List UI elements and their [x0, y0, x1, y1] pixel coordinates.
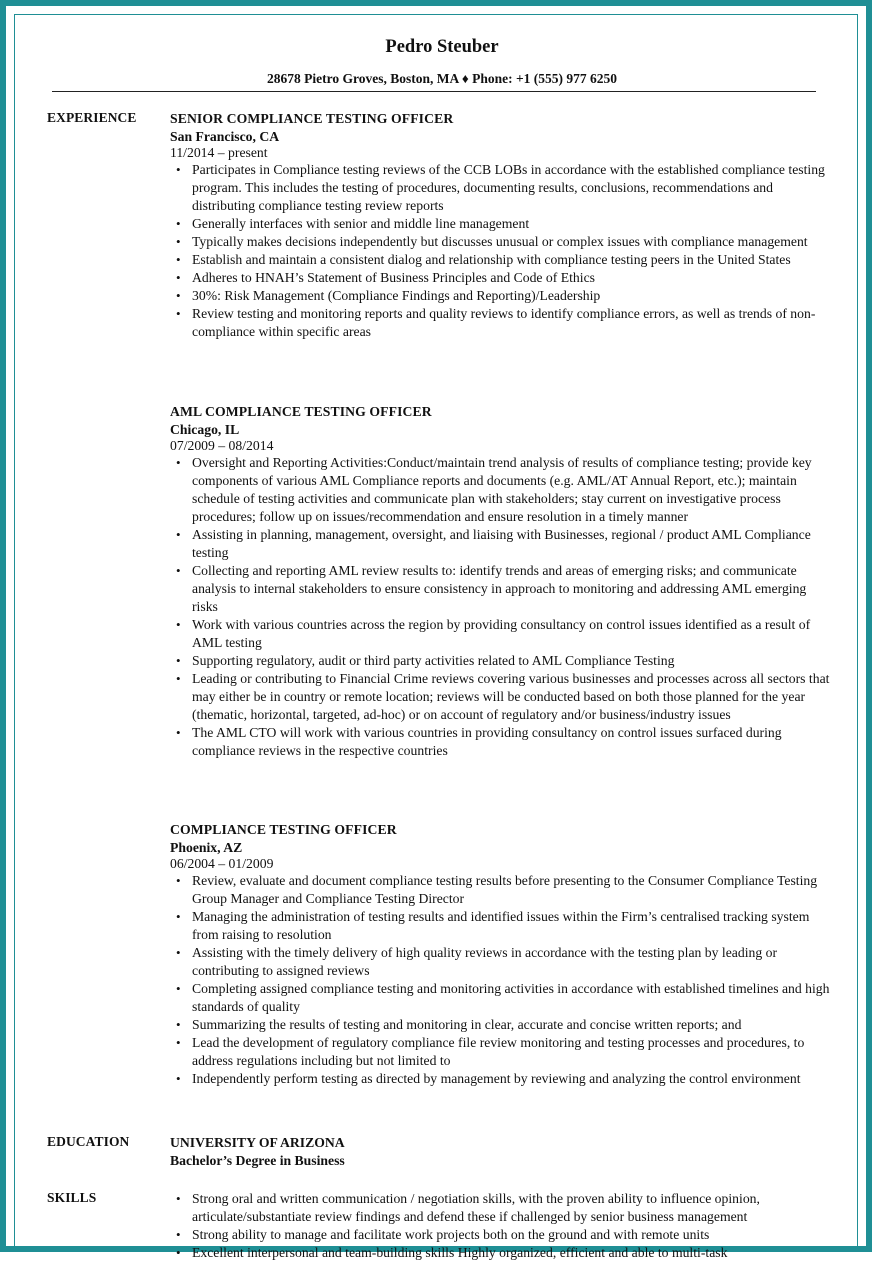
list-item: • Oversight and Reporting Activities:Conduct/maintain trend analysis of results of compliance testing; provide key components of various AML Compliance reports and documents (e.g. AML/AT Annual Report, etc.); maintain schedule of testing activities and communicate plan with stakeholders; stay current on investigative process procedures; follow up on issues/recommendation and ensure resolution in a timely manner	[170, 454, 832, 526]
list-item: • Establish and maintain a consistent dialog and relationship with compliance testing peers in the United States	[170, 251, 832, 269]
job-bullets	[170, 454, 830, 760]
list-item: • 30%: Risk Management (Compliance Findings and Reporting)/Leadership	[170, 287, 832, 305]
candidate-name: Pedro Steuber	[385, 37, 499, 57]
job-bullets	[170, 161, 830, 341]
job-location: San Francisco, CA	[170, 129, 280, 144]
job-dates: 11/2014 – present	[170, 145, 268, 160]
list-item: • Excellent interpersonal and team-building skills Highly organized, efficient and able to multi-task	[170, 1244, 832, 1262]
list-item: • Independently perform testing as directed by management by reviewing and analyzing the control environment	[170, 1070, 832, 1088]
section-label-experience: EXPERIENCE	[47, 110, 137, 125]
job-title: COMPLIANCE TESTING OFFICER	[170, 822, 397, 837]
job-entry	[170, 821, 830, 1088]
job-dates: 07/2009 – 08/2014	[170, 438, 274, 453]
job-title: AML COMPLIANCE TESTING OFFICER	[170, 404, 432, 419]
list-item: • Lead the development of regulatory compliance file review monitoring and testing processes and procedures, to address regulations including but not limited to	[170, 1034, 832, 1070]
list-item: • Work with various countries across the region by providing consultancy on control issues identified as a result of AML testing	[170, 616, 832, 652]
job-title: SENIOR COMPLIANCE TESTING OFFICER	[170, 111, 454, 126]
section-label-education: EDUCATION	[47, 1134, 130, 1149]
list-item: • Assisting in planning, management, oversight, and liaising with Businesses, regional / product AML Compliance testing	[170, 526, 832, 562]
job-dates: 06/2004 – 01/2009	[170, 856, 274, 871]
job-location: Chicago, IL	[170, 422, 240, 437]
list-item: • Assisting with the timely delivery of high quality reviews in accordance with the testing plan by leading or contributing to assigned reviews	[170, 944, 832, 980]
list-item: • Adheres to HNAH’s Statement of Business Principles and Code of Ethics	[170, 269, 832, 287]
degree-name: Bachelor’s Degree in Business	[170, 1153, 345, 1168]
job-bullets	[170, 872, 830, 1088]
list-item: • Strong oral and written communication / negotiation skills, with the proven ability to influence opinion, articulate/substantiate review findings and defend these if challenged by senior business management	[170, 1190, 832, 1226]
list-item: • Managing the administration of testing results and identified issues within the Firm’s centralised tracking system from raising to resolution	[170, 908, 832, 944]
list-item: • Typically makes decisions independently but discusses unusual or complex issues with compliance management	[170, 233, 832, 251]
list-item: • Generally interfaces with senior and middle line management	[170, 215, 832, 233]
list-item: • Summarizing the results of testing and monitoring in clear, accurate and concise written reports; and	[170, 1016, 832, 1034]
list-item: • Supporting regulatory, audit or third party activities related to AML Compliance Testing	[170, 652, 832, 670]
list-item: • The AML CTO will work with various countries in providing consultancy on control issues surfaced during compliance reviews in the respective countries	[170, 724, 832, 760]
list-item: • Participates in Compliance testing reviews of the CCB LOBs in accordance with the established compliance testing program. This includes the testing of procedures, documenting results, conclusions, recommendations and distributing compliance testing review reports	[170, 161, 832, 215]
skills-bullets	[170, 1190, 830, 1262]
list-item: • Collecting and reporting AML review results to: identify trends and areas of emerging risks; and communicate analysis to internal stakeholders to ensure consistency in approach to monitoring and addressing AML emerging risks	[170, 562, 832, 616]
list-item: • Leading or contributing to Financial Crime reviews covering various businesses and processes across all sectors that may either be in country or remote location; reviews will be conducted based on both those planned for the year (thematic, horizontal, targeted, ad-hoc) or on account of regulatory and/or business/industry issues	[170, 670, 832, 724]
school-name: UNIVERSITY OF ARIZONA	[170, 1135, 345, 1150]
job-entry	[170, 110, 830, 341]
contact-line: 28678 Pietro Groves, Boston, MA ♦ Phone: +1 (555) 977 6250	[266, 71, 618, 86]
section-label-skills: SKILLS	[47, 1190, 97, 1205]
list-item: • Completing assigned compliance testing and monitoring activities in accordance with established timelines and high standards of quality	[170, 980, 832, 1016]
list-item: • Review, evaluate and document compliance testing results before presenting to the Consumer Compliance Testing Group Manager and Compliance Testing Director	[170, 872, 832, 908]
job-location: Phoenix, AZ	[170, 840, 243, 855]
education-entry	[170, 1134, 345, 1170]
list-item: • Strong ability to manage and facilitate work projects both on the ground and with remote units	[170, 1226, 832, 1244]
job-entry	[170, 403, 830, 760]
skills-list-container	[170, 1190, 830, 1262]
header-rule	[52, 91, 816, 92]
list-item: • Review testing and monitoring reports and quality reviews to identify compliance errors, as well as trends of non-compliance within specific areas	[170, 305, 832, 341]
